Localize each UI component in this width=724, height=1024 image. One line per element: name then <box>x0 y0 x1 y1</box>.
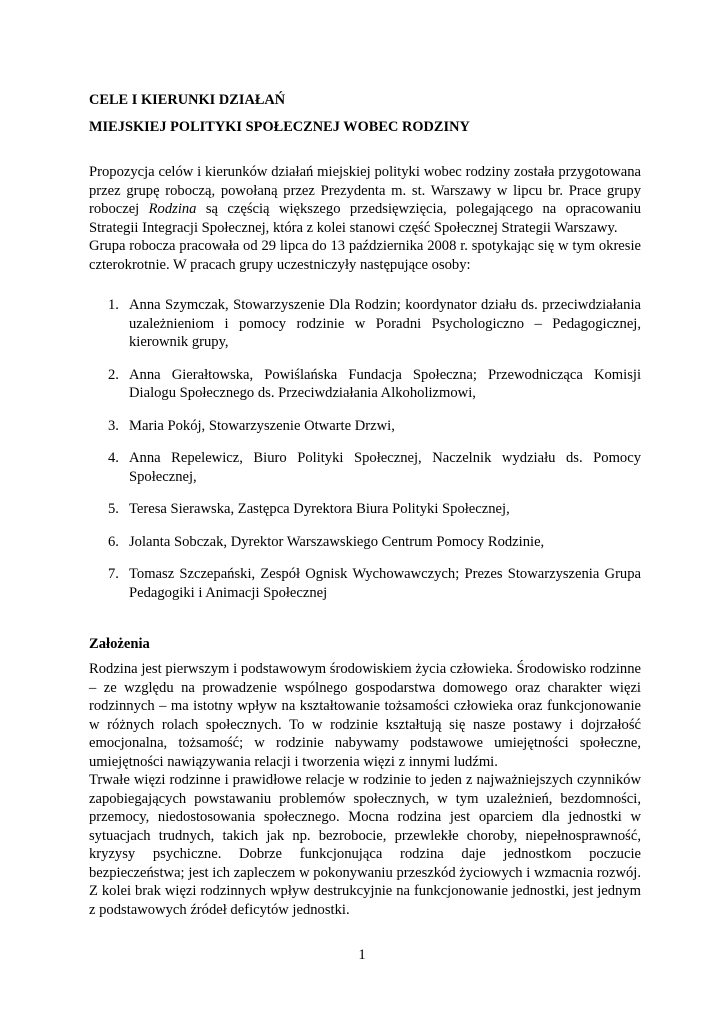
list-item-number: 1. <box>108 297 119 313</box>
list-item <box>89 366 641 403</box>
document-title-line-2: MIEJSKIEJ POLITYKI SPOŁECZNEJ WOBEC RODZINY <box>89 119 470 135</box>
list-item-text: Jolanta Sobczak, Dyrektor Warszawskiego Centrum Pomocy Rodzinie, <box>129 533 545 550</box>
intro-italic-group-name: Rodzina <box>148 201 197 217</box>
list-item-number: 2. <box>108 366 119 383</box>
list-item-text: Teresa Sierawska, Zastępca Dyrektora Biura Polityki Społecznej, <box>129 501 510 517</box>
list-item-number: 4. <box>108 450 119 466</box>
list-item <box>89 449 641 486</box>
list-item-number: 7. <box>108 566 119 582</box>
list-item-text: Anna Gierałtowska, Powiślańska Fundacja Społeczna; Przewodnicząca Komisji Dialogu Społecznego ds. Przeciwdziałania Alkoholizmowi, <box>129 366 641 401</box>
document-title-line-1: CELE I KIERUNKI DZIAŁAŃ <box>89 92 286 108</box>
list-item <box>89 417 641 436</box>
list-item-number: 3. <box>108 417 119 434</box>
list-item-number: 6. <box>108 533 119 550</box>
intro-text-start: Propozycja celów i kierunków działań miejskiej polityki wobec rodziny została przygotowana przez grupę roboczą, powołaną przez Prezydenta m. st. Warszawy w lipcu br. Prace grupy roboczej <box>89 164 641 217</box>
list-item <box>89 565 641 602</box>
list-item-text: Anna Szymczak, Stowarzyszenie Dla Rodzin; koordynator działu ds. przeciwdziałania uzależnieniom i pomocy rodzinie w Poradni Psychologiczno – Pedagogicznej, kierownik grupy, <box>129 297 641 350</box>
page-number: 1 <box>358 947 366 963</box>
list-item <box>89 500 641 519</box>
members-list <box>89 296 641 616</box>
list-item-text: Anna Repelewicz, Biuro Polityki Społecznej, Naczelnik wydziału ds. Pomocy Społecznej, <box>129 450 641 485</box>
group-paragraph: Grupa robocza pracowała od 29 lipca do 13 października 2008 r. spotykając się w tym okresie czterokrotnie. W pracach grupy uczestniczyły następujące osoby: <box>89 238 641 273</box>
list-item-text: Maria Pokój, Stowarzyszenie Otwarte Drzwi, <box>129 417 395 434</box>
list-item-text: Tomasz Szczepański, Zespół Ognisk Wychowawczych; Prezes Stowarzyszenia Grupa Pedagogiki i Animacji Społecznej <box>129 566 641 601</box>
list-item-number: 5. <box>108 501 119 517</box>
list-item <box>89 533 641 552</box>
intro-paragraph <box>89 163 641 237</box>
section-heading: Założenia <box>89 636 150 652</box>
intro-text-end: są częścią większego przedsięwzięcia, polegającego na opracowaniu Strategii Integracji Społecznej, która z kolei stanowi część Społecznej Strategii Warszawy. <box>89 201 641 236</box>
assumptions-paragraph-1: Rodzina jest pierwszym i podstawowym środowiskiem życia człowieka. Środowisko rodzinne – ze względu na prowadzenie wspólnego gospodarstwa domowego oraz charakter więzi rodzinnych – ma istotny wpływ na kształtowanie tożsamości człowieka oraz funkcjonowanie w różnych rolach społecznych. To w rodzinie kształtują się nasze postawy i dojrzałość emocjonalna, tożsamość; w rodzinie nabywamy podstawowe umiejętności społeczne, umiejętności nawiązywania relacji i tworzenia więzi z innymi ludźmi. <box>89 661 641 770</box>
list-item <box>89 296 641 352</box>
assumptions-paragraph-2: Trwałe więzi rodzinne i prawidłowe relacje w rodzinie to jeden z najważniejszych czynników zapobiegających powstawaniu problemów społecznych, w tym uzależnień, bezdomności, przemocy, niedostosowania społecznego. Mocna rodzina jest oparciem dla jednostki w sytuacjach trudnych, takich jak np. bezrobocie, przewlekłe choroby, niepełnosprawność, kryzysy psychiczne. Dobrze funkcjonująca rodzina daje jednostkom poczucie bezpieczeństwa; jest ich zapleczem w pokonywaniu przeszkód życiowych i wzmacnia rozwój. Z kolei brak więzi rodzinnych wpływ destrukcyjnie na funkcjonowanie jednostki, jest jednym z podstawowych źródeł deficytów jednostki. <box>89 772 641 918</box>
